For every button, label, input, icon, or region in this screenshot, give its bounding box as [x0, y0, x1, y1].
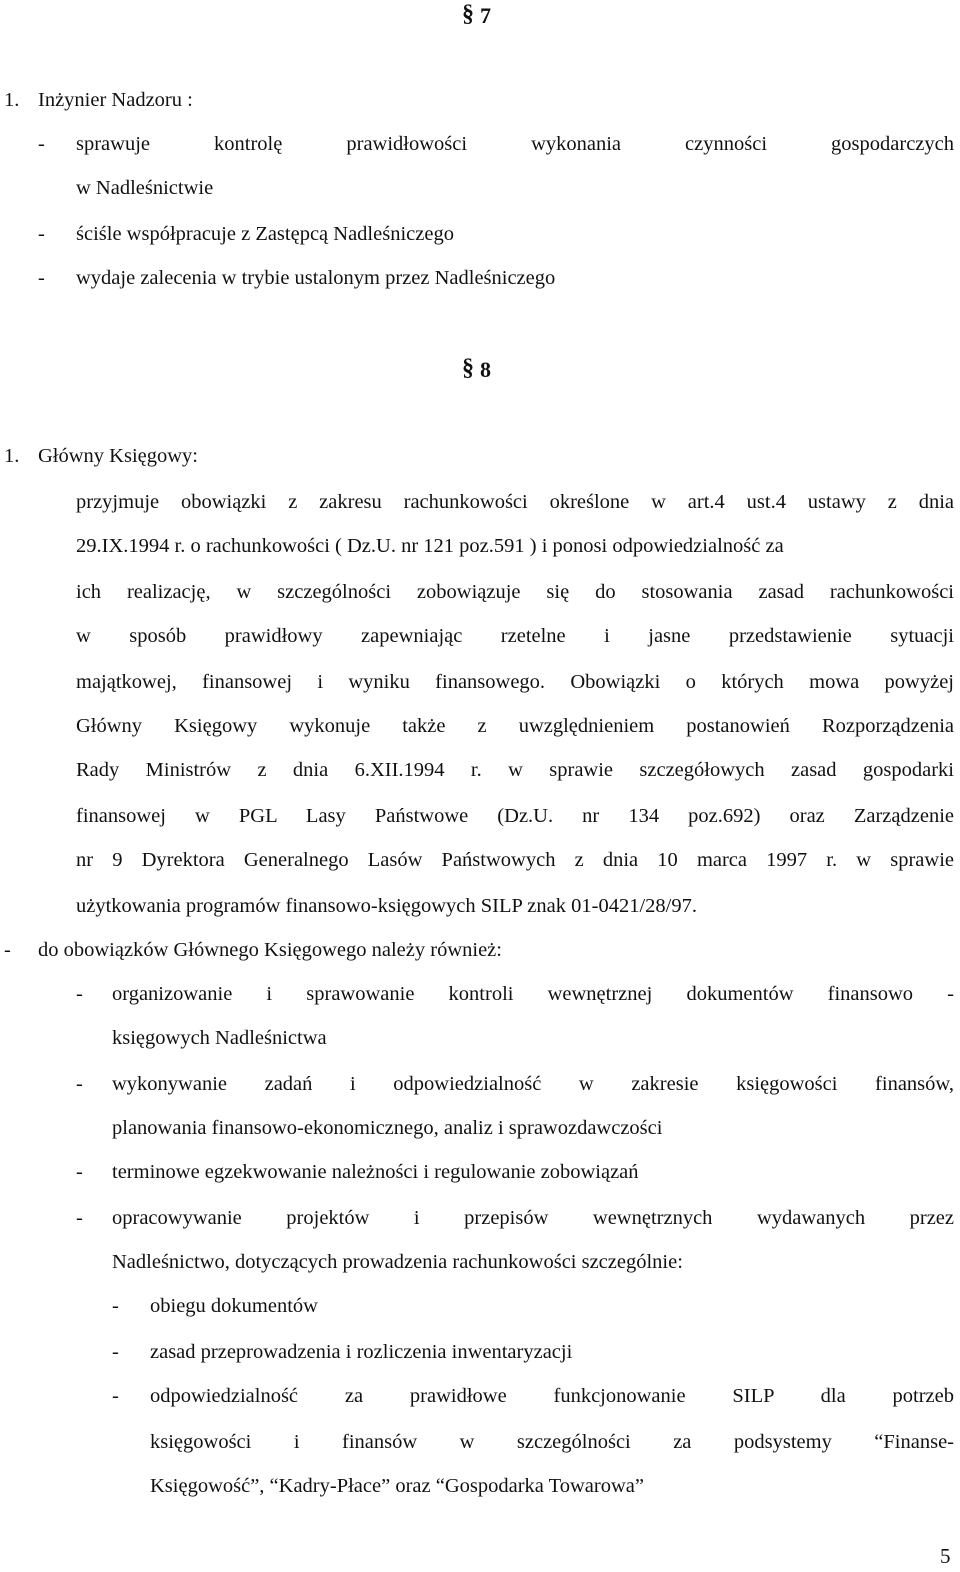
duty-text: terminowe egzekwowanie należności i regulowanie zobowiązań — [112, 1161, 639, 1183]
item-number: 1. — [4, 89, 20, 111]
paragraph-line: nr 9 Dyrektora Generalnego Lasów Państwowych z dnia 10 marca 1997 r. w sprawie — [76, 849, 954, 871]
subitem-text: księgowości i finansów w szczególności za podsystemy “Finanse- — [150, 1431, 954, 1453]
page-number: 5 — [940, 1544, 951, 1568]
duties-intro: do obowiązków Głównego Księgowego należy również: — [38, 939, 502, 961]
bullet-dash: - — [38, 267, 45, 289]
paragraph-line: w sposób prawidłowy zapewniając rzetelne i jasne przedstawienie sytuacji — [76, 625, 954, 647]
paragraph-line: finansowej w PGL Lasy Państwowe (Dz.U. nr 134 poz.692) oraz Zarządzenie — [76, 805, 954, 827]
section-symbol: § — [462, 355, 474, 381]
bullet-dash: - — [38, 133, 45, 155]
duty-text: Nadleśnictwo, dotyczących prowadzenia rachunkowości szczególnie: — [112, 1251, 683, 1273]
duty-text: organizowanie i sprawowanie kontroli wewnętrznej dokumentów finansowo - — [112, 983, 954, 1005]
paragraph-line: przyjmuje obowiązki z zakresu rachunkowości określone w art.4 ust.4 ustawy z dnia — [76, 491, 954, 513]
bullet-text: ściśle współpracuje z Zastępcą Nadleśniczego — [76, 223, 454, 245]
bullet-text: wydaje zalecenia w trybie ustalonym przez Nadleśniczego — [76, 267, 556, 289]
paragraph-line: Rady Ministrów z dnia 6.XII.1994 r. w sprawie szczegółowych zasad gospodarki — [76, 759, 954, 781]
subitem-text: odpowiedzialność za prawidłowe funkcjonowanie SILP dla potrzeb — [150, 1385, 954, 1407]
bullet-dash: - — [38, 223, 45, 245]
paragraph-line: użytkowania programów finansowo-księgowych SILP znak 01-0421/28/97. — [76, 895, 697, 917]
duties-dash: - — [4, 939, 11, 961]
duty-dash: - — [76, 983, 83, 1005]
duty-text: księgowych Nadleśnictwa — [112, 1027, 327, 1049]
bullet-text: sprawuje kontrolę prawidłowości wykonania czynności gospodarczych — [76, 133, 954, 155]
duty-text: wykonywanie zadań i odpowiedzialność w zakresie księgowości finansów, — [112, 1073, 954, 1095]
duty-text: opracowywanie projektów i przepisów wewnętrznych wydawanych przez — [112, 1207, 954, 1229]
bullet-text: w Nadleśnictwie — [76, 177, 214, 199]
subitem-text: Księgowość”, “Kadry-Płace” oraz “Gospodarka Towarowa” — [150, 1475, 644, 1497]
section-heading-8 — [462, 356, 491, 381]
duty-dash: - — [76, 1207, 83, 1229]
section-number: 7 — [480, 3, 491, 28]
paragraph-line: ich realizację, w szczególności zobowiązuje się do stosowania zasad rachunkowości — [76, 581, 954, 603]
section-number: 8 — [480, 357, 491, 382]
item-title: Główny Księgowy: — [38, 445, 199, 467]
duty-text: planowania finansowo-ekonomicznego, analiz i sprawozdawczości — [112, 1117, 663, 1139]
paragraph-line: Główny Księgowy wykonuje także z uwzględnieniem postanowień Rozporządzenia — [76, 715, 954, 737]
duty-dash: - — [76, 1161, 83, 1183]
section-heading-7 — [462, 2, 491, 27]
subitem-dash: - — [112, 1295, 119, 1317]
section-symbol: § — [462, 1, 474, 27]
paragraph-line: 29.IX.1994 r. o rachunkowości ( Dz.U. nr 121 poz.591 ) i ponosi odpowiedzialność za — [76, 535, 784, 557]
subitem-text: zasad przeprowadzenia i rozliczenia inwentaryzacji — [150, 1341, 573, 1363]
subitem-dash: - — [112, 1341, 119, 1363]
subitem-dash: - — [112, 1385, 119, 1407]
item-title: Inżynier Nadzoru : — [38, 89, 193, 111]
item-number: 1. — [4, 445, 20, 467]
paragraph-line: majątkowej, finansowej i wyniku finansowego. Obowiązki o których mowa powyżej — [76, 671, 954, 693]
subitem-text: obiegu dokumentów — [150, 1295, 318, 1317]
duty-dash: - — [76, 1073, 83, 1095]
